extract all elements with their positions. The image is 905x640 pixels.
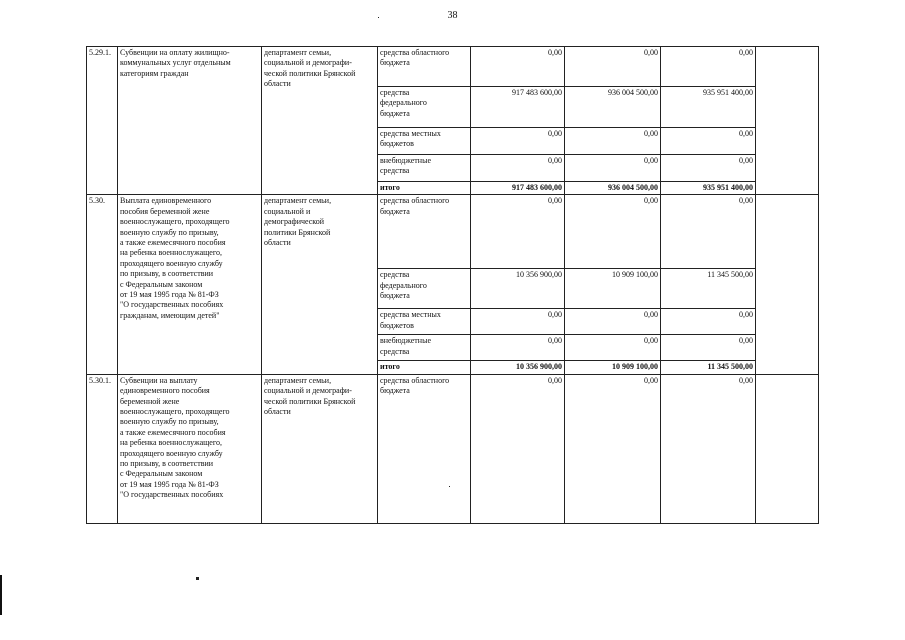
- value-cell: 10 909 100,00: [565, 269, 661, 309]
- value-cell: 0,00: [565, 47, 661, 87]
- row-code: 5.30.: [87, 195, 118, 374]
- source-label: средства местных бюджетов: [378, 128, 471, 155]
- source-label: средства областного бюджета: [378, 195, 471, 269]
- source-label: внебюджетные средства: [378, 335, 471, 361]
- value-cell: 0,00: [471, 128, 565, 155]
- empty-cell: [756, 374, 819, 523]
- row-code: 5.30.1.: [87, 374, 118, 523]
- total-value: 936 004 500,00: [565, 182, 661, 195]
- source-label: средства местных бюджетов: [378, 309, 471, 335]
- value-cell: 0,00: [565, 309, 661, 335]
- value-cell: 11 345 500,00: [661, 269, 756, 309]
- total-value: 10 356 900,00: [471, 361, 565, 374]
- value-cell: 0,00: [565, 374, 661, 523]
- total-label: итого: [378, 182, 471, 195]
- value-cell: 0,00: [661, 374, 756, 523]
- value-cell: 0,00: [661, 47, 756, 87]
- value-cell: 917 483 600,00: [471, 87, 565, 128]
- value-cell: 0,00: [471, 309, 565, 335]
- empty-cell: [756, 47, 819, 195]
- row-responsible: департамент семьи, социальной и демографи- ческой политики Брянской области: [262, 47, 378, 195]
- value-cell: 0,00: [565, 128, 661, 155]
- value-cell: 0,00: [661, 195, 756, 269]
- total-value: 10 909 100,00: [565, 361, 661, 374]
- value-cell: 935 951 400,00: [661, 87, 756, 128]
- value-cell: 0,00: [471, 47, 565, 87]
- page-number: 38: [447, 10, 458, 21]
- row-title: Субвенции на оплату жилищно- коммунальных услуг отдельным категориям граждан: [118, 47, 262, 195]
- value-cell: 0,00: [471, 374, 565, 523]
- source-label: средства областного бюджета: [378, 47, 471, 87]
- row-code: 5.29.1.: [87, 47, 118, 195]
- source-label: средства федерального бюджета: [378, 269, 471, 309]
- scan-margin-line: [0, 575, 2, 615]
- value-cell: 0,00: [661, 309, 756, 335]
- budget-table: [86, 46, 819, 524]
- table-row: [87, 195, 819, 269]
- empty-cell: [756, 195, 819, 374]
- source-label: средства федерального бюджета: [378, 87, 471, 128]
- value-cell: 0,00: [565, 155, 661, 182]
- row-responsible: департамент семьи, социальной и демографи- ческой политики Брянской области: [262, 374, 378, 523]
- total-value: 917 483 600,00: [471, 182, 565, 195]
- table-row: [87, 47, 819, 87]
- value-cell: 0,00: [661, 335, 756, 361]
- value-cell: 0,00: [471, 195, 565, 269]
- value-cell: 936 004 500,00: [565, 87, 661, 128]
- value-cell: 10 356 900,00: [471, 269, 565, 309]
- value-cell: 0,00: [565, 195, 661, 269]
- scan-speck: [196, 577, 199, 580]
- source-label: внебюджетные средства: [378, 155, 471, 182]
- row-title: Выплата единовременного пособия беременной жене военнослужащего, проходящего военную службу по призыву, а также ежемесячного пособия на ребенка военнослужащего, проходящего военную службу по призыву, в соответствии с Федеральным законом от 19 мая 1995 года № 81-ФЗ "О государственных пособиях гражданам, имеющим детей": [118, 195, 262, 374]
- scan-speck: [449, 486, 450, 487]
- source-label: средства областного бюджета: [378, 374, 471, 523]
- scan-speck: [378, 17, 379, 18]
- total-value: 11 345 500,00: [661, 361, 756, 374]
- value-cell: 0,00: [661, 155, 756, 182]
- value-cell: 0,00: [471, 335, 565, 361]
- value-cell: 0,00: [471, 155, 565, 182]
- value-cell: 0,00: [661, 128, 756, 155]
- row-title: Субвенции на выплату единовременного пособия беременной жене военнослужащего, проходящего военную службу по призыву, а также ежемесячного пособия на ребенка военнослужащего, проходящего военную службу по призыву, в соответствии с Федеральным законом от 19 мая 1995 года № 81-ФЗ "О государственных пособиях: [118, 374, 262, 523]
- row-responsible: департамент семьи, социальной и демографической политики Брянской области: [262, 195, 378, 374]
- table-row: [87, 374, 819, 523]
- total-value: 935 951 400,00: [661, 182, 756, 195]
- total-label: итого: [378, 361, 471, 374]
- value-cell: 0,00: [565, 335, 661, 361]
